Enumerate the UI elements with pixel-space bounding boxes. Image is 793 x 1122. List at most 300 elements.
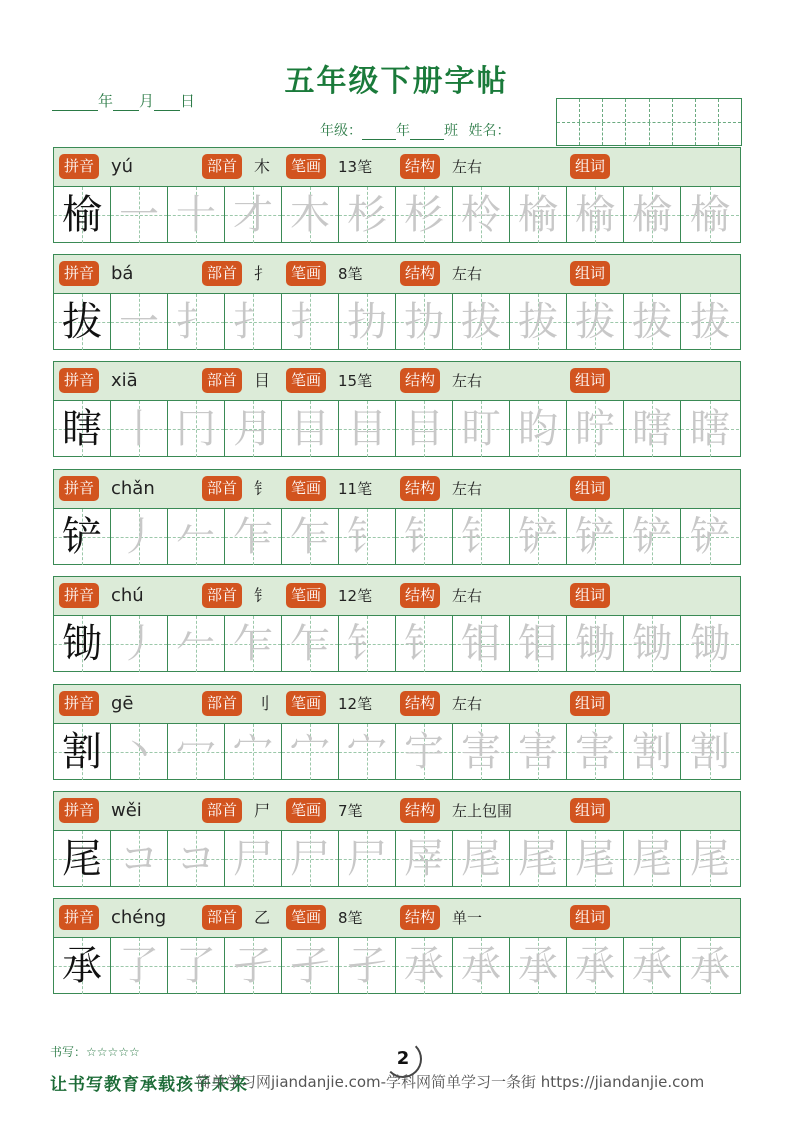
radical-value: 刂 [254,694,271,713]
strokes-value: 12笔 [338,587,373,605]
strokes-tag: 笔画 [286,261,326,286]
trace-cell[interactable] [510,509,567,565]
pinyin-value: chú [111,585,144,606]
trace-cell[interactable] [225,509,282,565]
pinyin-value: chéng [111,907,167,928]
trace-char: 孑 [347,943,387,989]
trace-char: 尸 [290,836,330,882]
pinyin-value: chǎn [111,478,155,499]
trace-cell[interactable] [396,294,453,350]
trace-cell[interactable] [567,831,624,887]
model-cell [54,294,111,350]
structure-tag: 结构 [400,905,440,930]
year-label: 年 [98,92,114,110]
trace-cell[interactable] [567,294,624,350]
day-label: 日 [180,92,196,110]
char-header [54,899,740,938]
char-header [54,255,740,294]
words-tag: 组词 [570,691,610,716]
radical-value: 尸 [254,801,271,820]
pinyin-tag: 拼音 [59,798,99,823]
trace-cell[interactable] [339,724,396,780]
radical-value: 木 [254,157,271,176]
trace-cell[interactable] [624,724,681,780]
trace-char: 瞎 [632,406,672,452]
model-char: 割 [62,729,102,775]
trace-char: 十 [176,192,216,238]
strokes-value: 11笔 [338,480,373,498]
strokes-tag: 笔画 [286,368,326,393]
trace-cell[interactable] [225,616,282,672]
model-cell [54,509,111,565]
trace-cell[interactable] [282,938,339,994]
trace-cell[interactable] [225,187,282,243]
radical-value: 钅 [254,586,271,605]
char-header [54,148,740,187]
class-line [320,120,510,140]
trace-cell[interactable] [510,187,567,243]
words-tag: 组词 [570,476,610,501]
trace-char: 承 [518,943,558,989]
trace-char: 钼 [518,621,558,667]
trace-char: 𠂉 [176,621,216,667]
model-cell [54,938,111,994]
trace-char: 尾 [461,836,501,882]
tian-grid-row [54,401,740,457]
char-header [54,362,740,401]
trace-cell[interactable] [453,724,510,780]
strokes-value: 8笔 [338,909,363,927]
trace-cell[interactable] [111,616,168,672]
trace-char: 榆 [518,192,558,238]
structure-tag: 结构 [400,261,440,286]
trace-cell[interactable] [681,724,739,780]
trace-char: 屖 [404,836,444,882]
words-tag: 组词 [570,905,610,930]
model-cell [54,616,111,672]
trace-cell[interactable] [624,187,681,243]
trace-char: 宀 [233,729,273,775]
slogan: 让书写教育承载孩子未来 [50,1075,248,1095]
trace-char: 冖 [176,729,216,775]
trace-cell[interactable] [681,294,739,350]
trace-char: 了 [119,943,159,989]
trace-cell[interactable] [510,938,567,994]
char-block [53,791,741,887]
trace-char: 拔 [690,299,730,345]
trace-char: 孑 [233,943,273,989]
trace-char: 盷 [518,406,558,452]
trace-cell[interactable] [681,938,739,994]
trace-cell[interactable] [225,294,282,350]
trace-char: 害 [575,729,615,775]
trace-cell[interactable] [225,938,282,994]
grade-year-label: 年 [396,123,410,139]
trace-char: 害 [461,729,501,775]
model-cell [54,401,111,457]
trace-cell[interactable] [624,509,681,565]
trace-cell[interactable] [339,616,396,672]
name-label: 姓名： [468,123,511,139]
trace-char: 尾 [632,836,672,882]
trace-char: 扌 [290,299,330,345]
trace-cell[interactable] [282,616,339,672]
strokes-tag: 笔画 [286,905,326,930]
watermark: 简单学习网jiandanjie.com-学科网简单学习一条街 https://jiandanjie.com [196,1073,705,1091]
pinyin-tag: 拼音 [59,583,99,608]
trace-cell[interactable] [453,616,510,672]
model-cell [54,724,111,780]
grade-blank[interactable] [362,126,396,140]
trace-char: 拔 [575,299,615,345]
trace-cell[interactable] [510,294,567,350]
trace-cell[interactable] [225,831,282,887]
trace-cell[interactable] [168,401,225,457]
radical-value: 扌 [254,264,271,283]
trace-cell[interactable] [282,509,339,565]
char-block [53,576,741,672]
words-tag: 组词 [570,261,610,286]
trace-cell[interactable] [282,401,339,457]
trace-char: 钼 [461,621,501,667]
page-number: 2 [384,1040,422,1078]
trace-char: 拔 [461,299,501,345]
char-header [54,577,740,616]
trace-cell[interactable] [567,187,624,243]
trace-cell[interactable] [510,724,567,780]
trace-char: 月 [233,406,273,452]
pinyin-value: bá [111,263,134,284]
trace-char: 承 [575,943,615,989]
strokes-tag: 笔画 [286,476,326,501]
trace-cell[interactable] [396,401,453,457]
trace-cell[interactable] [168,938,225,994]
model-char: 拔 [62,299,102,345]
trace-cell[interactable] [168,294,225,350]
radical-tag: 部首 [202,691,242,716]
trace-char: 乍 [290,621,330,667]
trace-char: 乍 [290,514,330,560]
tian-grid-row [54,294,740,350]
trace-char: 钅 [461,514,501,560]
trace-cell[interactable] [453,938,510,994]
words-tag: 组词 [570,368,610,393]
pinyin-value: gē [111,693,134,714]
trace-cell[interactable] [510,831,567,887]
trace-char: 杉 [404,192,444,238]
trace-cell[interactable] [396,616,453,672]
trace-cell[interactable] [624,616,681,672]
structure-tag: 结构 [400,691,440,716]
trace-cell[interactable] [624,938,681,994]
trace-char: 杉 [347,192,387,238]
date-line [52,90,195,111]
tian-grid-row [54,831,740,887]
trace-cell[interactable] [624,294,681,350]
trace-char: 榆 [632,192,672,238]
trace-char: 割 [690,729,730,775]
trace-char: 割 [632,729,672,775]
tian-grid-row [54,938,740,994]
trace-char: 铲 [518,514,558,560]
radical-tag: 部首 [202,154,242,179]
trace-char: 丿 [119,621,159,667]
strokes-value: 12笔 [338,695,373,713]
trace-cell[interactable] [168,724,225,780]
pinyin-tag: 拼音 [59,368,99,393]
trace-char: 扐 [347,299,387,345]
trace-cell[interactable] [168,831,225,887]
trace-cell[interactable] [510,616,567,672]
trace-cell[interactable] [168,509,225,565]
radical-tag: 部首 [202,798,242,823]
trace-char: 扌 [176,299,216,345]
model-char: 铲 [62,514,102,560]
trace-char: 木 [290,192,330,238]
structure-tag: 结构 [400,583,440,608]
char-block [53,147,741,243]
page-title: 五年级下册字帖 [284,64,509,99]
trace-char: 瞎 [690,406,730,452]
words-tag: 组词 [570,583,610,608]
trace-char: コ [176,836,216,882]
trace-cell[interactable] [624,831,681,887]
trace-char: 乍 [233,621,273,667]
words-tag: 组词 [570,154,610,179]
char-block [53,684,741,780]
strokes-tag: 笔画 [286,798,326,823]
trace-cell[interactable] [339,509,396,565]
trace-char: 盯 [461,406,501,452]
strokes-value: 15笔 [338,372,373,390]
radical-tag: 部首 [202,905,242,930]
trace-cell[interactable] [567,616,624,672]
class-label: 班 [444,123,458,139]
pinyin-tag: 拼音 [59,261,99,286]
structure-value: 左上包围 [452,802,513,820]
trace-cell[interactable] [339,401,396,457]
writing-rating: 书写：☆☆☆☆☆ [50,1045,140,1059]
trace-char: 钅 [347,621,387,667]
model-cell [54,187,111,243]
tian-grid-row [54,187,740,243]
trace-cell[interactable] [567,509,624,565]
trace-cell[interactable] [567,938,624,994]
trace-char: 一 [119,192,159,238]
trace-char: 扐 [404,299,444,345]
trace-cell[interactable] [282,187,339,243]
radical-tag: 部首 [202,368,242,393]
trace-cell[interactable] [681,509,739,565]
strokes-value: 7笔 [338,802,363,820]
tian-grid-row [54,509,740,565]
trace-cell[interactable] [510,401,567,457]
trace-cell[interactable] [396,831,453,887]
words-tag: 组词 [570,798,610,823]
trace-char: 锄 [690,621,730,667]
trace-cell[interactable] [453,509,510,565]
strokes-tag: 笔画 [286,583,326,608]
pinyin-tag: 拼音 [59,905,99,930]
pinyin-value: yú [111,156,134,177]
trace-char: 钅 [404,514,444,560]
char-block [53,254,741,350]
pinyin-value: xiā [111,370,138,391]
trace-char: 宇 [404,729,444,775]
radical-value: 目 [254,371,271,390]
trace-char: 宀 [290,729,330,775]
model-char: 尾 [62,836,102,882]
trace-char: 𠂉 [176,514,216,560]
trace-char: 铲 [575,514,615,560]
trace-cell[interactable] [567,401,624,457]
trace-cell[interactable] [339,294,396,350]
strokes-tag: 笔画 [286,691,326,716]
model-char: 锄 [62,621,102,667]
model-char: 榆 [62,192,102,238]
trace-cell[interactable] [111,831,168,887]
trace-char: 眝 [575,406,615,452]
trace-cell[interactable] [225,401,282,457]
trace-cell[interactable] [453,294,510,350]
char-block [53,361,741,457]
trace-cell[interactable] [225,724,282,780]
trace-char: 丶 [119,729,159,775]
trace-cell[interactable] [111,187,168,243]
structure-tag: 结构 [400,476,440,501]
structure-tag: 结构 [400,368,440,393]
trace-cell[interactable] [111,938,168,994]
structure-value: 左右 [452,480,483,498]
trace-char: 锄 [632,621,672,667]
trace-char: 孑 [290,943,330,989]
structure-value: 左右 [452,587,483,605]
trace-char: 乍 [233,514,273,560]
trace-cell[interactable] [681,616,739,672]
pinyin-tag: 拼音 [59,691,99,716]
tian-grid-row [54,616,740,672]
pinyin-tag: 拼音 [59,154,99,179]
trace-cell[interactable] [453,401,510,457]
month-blank[interactable] [113,96,139,111]
trace-char: 害 [518,729,558,775]
trace-char: 承 [690,943,730,989]
trace-char: コ [119,836,159,882]
model-cell [54,831,111,887]
trace-cell[interactable] [396,938,453,994]
trace-char: 钅 [404,621,444,667]
trace-char: 榆 [575,192,615,238]
model-char: 瞎 [62,406,102,452]
char-block [53,469,741,565]
trace-char: 宀 [347,729,387,775]
trace-char: 丨 [119,406,159,452]
grade-label: 年级： [320,123,362,139]
trace-cell[interactable] [111,294,168,350]
strokes-tag: 笔画 [286,154,326,179]
structure-value: 左右 [452,158,483,176]
model-char: 承 [62,943,102,989]
name-grid[interactable] [556,98,742,146]
structure-value: 单一 [452,909,483,927]
radical-value: 钅 [254,479,271,498]
trace-cell[interactable] [453,831,510,887]
trace-cell[interactable] [396,509,453,565]
trace-char: 目 [347,406,387,452]
trace-cell[interactable] [681,187,739,243]
trace-char: 锄 [575,621,615,667]
char-header [54,685,740,724]
trace-char: 目 [404,406,444,452]
trace-char: 了 [176,943,216,989]
trace-char: 铲 [690,514,730,560]
trace-char: 铲 [632,514,672,560]
structure-value: 左右 [452,265,483,283]
trace-cell[interactable] [624,401,681,457]
tian-grid-row [54,724,740,780]
trace-char: 承 [461,943,501,989]
trace-char: 尾 [518,836,558,882]
radical-tag: 部首 [202,583,242,608]
strokes-value: 8笔 [338,265,363,283]
trace-char: 尾 [575,836,615,882]
trace-char: 丿 [119,514,159,560]
trace-char: 柃 [461,192,501,238]
trace-char: 承 [404,943,444,989]
structure-tag: 结构 [400,154,440,179]
char-header [54,470,740,509]
trace-cell[interactable] [282,294,339,350]
trace-cell[interactable] [453,187,510,243]
trace-cell[interactable] [282,831,339,887]
trace-cell[interactable] [681,831,739,887]
trace-cell[interactable] [111,401,168,457]
class-blank[interactable] [410,126,444,140]
char-header [54,792,740,831]
trace-cell[interactable] [111,724,168,780]
trace-char: 扌 [233,299,273,345]
structure-tag: 结构 [400,798,440,823]
pinyin-value: wěi [111,800,142,821]
trace-cell[interactable] [168,187,225,243]
trace-char: 冂 [176,406,216,452]
trace-char: 尾 [690,836,730,882]
trace-cell[interactable] [339,187,396,243]
trace-char: 拔 [632,299,672,345]
trace-char: 拔 [518,299,558,345]
trace-cell[interactable] [396,187,453,243]
trace-cell[interactable] [168,616,225,672]
trace-char: 钅 [347,514,387,560]
trace-cell[interactable] [339,831,396,887]
trace-char: 榆 [690,192,730,238]
trace-cell[interactable] [282,724,339,780]
trace-char: 目 [290,406,330,452]
trace-cell[interactable] [111,509,168,565]
radical-tag: 部首 [202,476,242,501]
trace-cell[interactable] [567,724,624,780]
pinyin-tag: 拼音 [59,476,99,501]
year-blank[interactable] [52,96,98,111]
radical-value: 乙 [254,908,271,927]
day-blank[interactable] [154,96,180,111]
structure-value: 左右 [452,695,483,713]
trace-cell[interactable] [396,724,453,780]
strokes-value: 13笔 [338,158,373,176]
trace-cell[interactable] [339,938,396,994]
trace-char: 一 [119,299,159,345]
trace-cell[interactable] [681,401,739,457]
